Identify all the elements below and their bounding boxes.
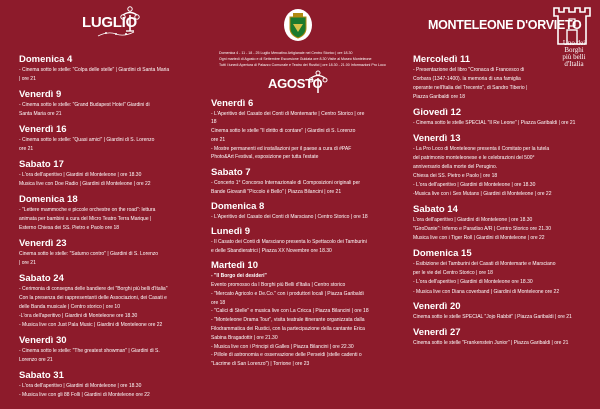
event-line: - Mostre permanenti ed installazioni per il paese a cura di #PAF xyxy=(211,145,352,152)
event-day: Venerdì 27 xyxy=(413,327,461,339)
event-line: - L'Aperitivo del Casato dei Conti di Montemarte | Centro Storico | ore xyxy=(211,110,365,117)
event-block xyxy=(413,54,596,102)
coat-of-arms-icon xyxy=(283,8,313,42)
logo-line: Borghi xyxy=(564,46,584,54)
event-day: Domenica 8 xyxy=(211,200,265,212)
event-block xyxy=(19,54,202,84)
event-line: - Musica live con Just Pala Music | Giardini di Monteleone ore 22 xyxy=(19,322,163,329)
event-day: Venerdì 13 xyxy=(413,132,461,144)
event-block xyxy=(413,301,596,322)
event-line: - Musica live con i Principi di Galles | Piazza Bilancini | ore 22.30 xyxy=(211,343,354,350)
event-block xyxy=(19,159,202,189)
event-block xyxy=(413,204,596,243)
event-block xyxy=(19,194,202,233)
event-line: Cinema sotto le stelle "Frankenstein Junior" | Piazza Garibaldi | ore 21 xyxy=(413,340,569,347)
event-block xyxy=(413,327,596,348)
town-header: MONTELEONE D'ORVIETO xyxy=(428,18,582,32)
event-day: Domenica 18 xyxy=(19,193,78,205)
event-line: Esterno Chiesa dei SS. Pietro e Paolo ore 18 xyxy=(19,224,120,231)
event-line: Con la presenza dei rappresentanti delle Associazioni, dei Casati e xyxy=(19,294,167,301)
event-line: anniversario della morte del Perugino. xyxy=(413,164,498,171)
event-line: - L'ora dell'aperitivo | Giardini di Monteleone | ore 18.30 xyxy=(19,171,142,178)
event-line: Cinema sotto le stelle "Il diritto di contare" | Giardini di S. Lorenzo xyxy=(211,128,356,135)
event-line: del patrimonio monteleonese e le celebrazioni del 500° xyxy=(413,154,535,161)
event-block xyxy=(19,89,202,119)
event-day: Domenica 4 xyxy=(19,53,73,65)
event-day: Venerdì 9 xyxy=(19,88,62,100)
event-block xyxy=(211,167,406,197)
agosto-column-continued xyxy=(413,46,596,348)
luglio-header: LUGLIO xyxy=(82,14,137,31)
event-line: delle Banda musicale | Centro storico | ore 10 xyxy=(19,303,120,310)
event-block xyxy=(19,273,202,330)
event-block xyxy=(413,133,596,200)
event-line: -Musica live con i Sex Mutans | Giardini di Monteleone | ore 22 xyxy=(413,191,552,198)
event-line: operante nell'Italia del Trecento", di Sandro Tiberio | xyxy=(413,84,528,91)
event-day: Sabato 7 xyxy=(211,166,251,178)
event-line: - Cinema sotto le stelle: "The greatest showman" | Giardini di S. xyxy=(19,348,160,355)
event-day: Giovedì 12 xyxy=(413,106,462,118)
event-day: Sabato 24 xyxy=(19,272,64,284)
event-line: Santa Maria ore 21 xyxy=(19,110,62,117)
event-line: - Presentazione del libro "Cronaca di Francesco di xyxy=(413,66,525,73)
event-line: Bande Giovanili "Piccolo è Bello" | Piazza Bilancini | ore 21 xyxy=(211,188,342,195)
agosto-header: AGOSTO xyxy=(268,76,323,91)
event-line: -L'ora dell'aperitivo | Giardini di Monteleone ore 18.30 xyxy=(19,313,138,320)
event-line: ore 21 xyxy=(211,136,226,143)
event-line: | ore 21 xyxy=(19,75,36,82)
event-line: "Lacrime di San Lorenzo") | Torrione | ore 23 xyxy=(211,361,310,368)
event-line: Corbara (1347-1400). la memoria di una famiglia xyxy=(413,75,521,82)
note-line: Tutti i lunedì Apertura di Palazzo Comunale e Teatro dei Rustici | ore 18.30 - 21.00 Informazioni Pro Loco xyxy=(219,63,386,67)
event-block xyxy=(19,370,202,400)
event-line: - Cinema sotto le stelle: "Colpa delle stelle" | Giardini di Santa Maria xyxy=(19,66,170,73)
event-line: - Cerimonia di consegna delle bandiere dei "Borghi più belli d'Italia" xyxy=(19,285,168,292)
luglio-column xyxy=(19,49,202,400)
event-line: - "Lettere mammoche e piccole orchestre on the road": lettura xyxy=(19,206,156,213)
event-line: - L'ora dell'aperitivo | Giardini di Monteleone | ore 18.30 xyxy=(19,383,142,390)
event-line: - Musica live con gli 88 Folli | Giardini di Monteleone ore 22 xyxy=(19,392,150,399)
event-line: | ore 21 xyxy=(19,259,36,266)
event-line: - "Mercato Agricolo e De.Co." con i produttori locali | Piazza Garibaldi xyxy=(211,290,364,297)
event-line: - Cinema sotto le stelle: "Quasi amici" | Giardini di S. Lorenzo xyxy=(19,136,155,143)
event-day: Lunedì 9 xyxy=(211,226,251,238)
event-block xyxy=(413,248,596,296)
event-day: Venerdì 6 xyxy=(211,97,254,109)
event-block xyxy=(211,98,406,163)
event-day: Venerdì 16 xyxy=(19,123,67,135)
event-day: Sabato 31 xyxy=(19,370,64,382)
event-line: L'ora dell'aperitivo | Giardini di Monteleone | ore 18.30 xyxy=(413,217,533,224)
event-line: - Musica live con Diana coverband | Giardini di Monteleone ore 22 xyxy=(413,288,560,295)
event-line: - Cinema sotto le stelle SPECIAL "Il Re Leone" | Piazza Garibaldi | ore 21 xyxy=(413,119,576,126)
logo-line: più belli xyxy=(562,53,586,61)
event-block xyxy=(211,260,406,369)
note-line: Domenica 4 - 11 - 18 - 25 Luglio Mercatino Artigianale nel Centro Storico | ore 18.30 xyxy=(219,51,353,55)
general-notes xyxy=(219,50,419,68)
event-line: ore 18 xyxy=(211,299,226,306)
event-line: - L'ora dell'aperitivo | Giardini di Monteleone ore 18.30 xyxy=(413,279,533,286)
event-line: Filodrammatica dei Rustici, con la partecipazione della cantante Erica xyxy=(211,326,365,333)
event-line: - "Il Borgo dei desideri" xyxy=(211,273,267,280)
event-line: Sabina Bragadottir | ore 21.30 xyxy=(211,334,278,341)
event-line: - "Monteleone Drama Tour", visita teatrale itinerante organizzata dalla xyxy=(211,317,365,324)
event-day: Martedì 10 xyxy=(211,260,258,272)
event-day: Venerdì 30 xyxy=(19,335,67,347)
event-line: - L'ora dell'aperitivo | Giardini di Monteleone | ore 18.30 xyxy=(413,182,536,189)
event-block xyxy=(413,107,596,128)
event-line: animata per bambini a cura del Micro Teatro Terra Marique | xyxy=(19,215,152,222)
event-line: ore 21 xyxy=(19,145,34,152)
logo-line: d'Italia xyxy=(564,60,584,68)
street-lamp-icon xyxy=(119,6,141,32)
event-line: Piazza Garibaldi ore 18 xyxy=(413,94,465,101)
event-line: Musica live con i Tiger Roll | Giardini di Monteleone | ore 22 xyxy=(413,235,545,242)
event-line: Musica live con Doe Radio | Giardini di Monteleone | ore 22 xyxy=(19,180,151,187)
event-block xyxy=(211,226,406,256)
event-line: Chiesa dei SS. Pietro e Paolo | ore 18 xyxy=(413,173,498,180)
event-block xyxy=(19,124,202,154)
event-line: - Concerto 1° Concorso Internazionale di Composizioni originali per xyxy=(211,179,361,186)
event-day: Sabato 17 xyxy=(19,158,64,170)
event-line: Cinema sotto le stelle: "Saturno contro" | Giardini di S. Lorenzo xyxy=(19,250,159,257)
event-line: - Esibizione dei Tamburini dei Casati di Montemarte e Marsciano xyxy=(413,261,556,268)
event-line: 18 xyxy=(211,119,217,126)
event-line: e delle Sbandieratrici | Piazza XX Novembre ore 18.30 xyxy=(211,247,332,254)
event-line: Evento promosso da I Borghi più Belli d'Italia | Centro storico xyxy=(211,282,346,289)
event-block xyxy=(19,238,202,268)
note-line: Ogni martedì di Agosto e di Settembre Escursione Guidata ore 8.30 Visite al Museo Monteleone xyxy=(219,57,372,61)
event-line: Photo&Art Festival, esposizione per tutta l'estate xyxy=(211,154,319,161)
event-day: Venerdì 20 xyxy=(413,301,461,313)
event-line: Lorenzo ore 21 xyxy=(19,357,53,364)
event-day: Domenica 15 xyxy=(413,248,472,260)
event-line: - La Pro Loco di Monteleone presenta il Comitato per la tutela xyxy=(413,145,550,152)
event-line: - Cinema sotto le stelle: "Grand Budapest Hotel" Giardini di xyxy=(19,101,150,108)
logo-line: Uno dei xyxy=(562,39,586,47)
event-line: per le vie del Centro Storico | ore 18 xyxy=(413,270,493,277)
event-block xyxy=(19,335,202,365)
flower-ornament-icon xyxy=(96,30,136,38)
street-lamp-icon xyxy=(308,70,328,94)
event-line: "GiroDante": Inferno e Paradiso A/R | Centro Storico ore 21.30 xyxy=(413,226,551,233)
event-day: Mercoledì 11 xyxy=(413,53,471,65)
event-line: - "Calici di Stelle" e musica live con La Cricca | Piazza Bilancini | ore 18 xyxy=(211,308,369,315)
event-line: - L'Aperitivo del Casato dei Conti di Marsciano | Centro Storico | ore 18 xyxy=(211,213,368,220)
agosto-column xyxy=(211,93,406,369)
event-line: - Il Casato dei Conti di Marsciano presenta lo Spettacolo dei Tamburini xyxy=(211,239,367,246)
event-day: Venerdì 23 xyxy=(19,237,67,249)
event-line: Cinema sotto le stelle SPECIAL "Jojo Rabbit" | Piazza Garibaldi | ore 21 xyxy=(413,314,572,321)
event-block xyxy=(211,201,406,222)
event-day: Sabato 14 xyxy=(413,204,458,216)
event-line: - Pillole di astronomia e osservazione delle Perseidi (stelle cadenti o xyxy=(211,352,362,359)
